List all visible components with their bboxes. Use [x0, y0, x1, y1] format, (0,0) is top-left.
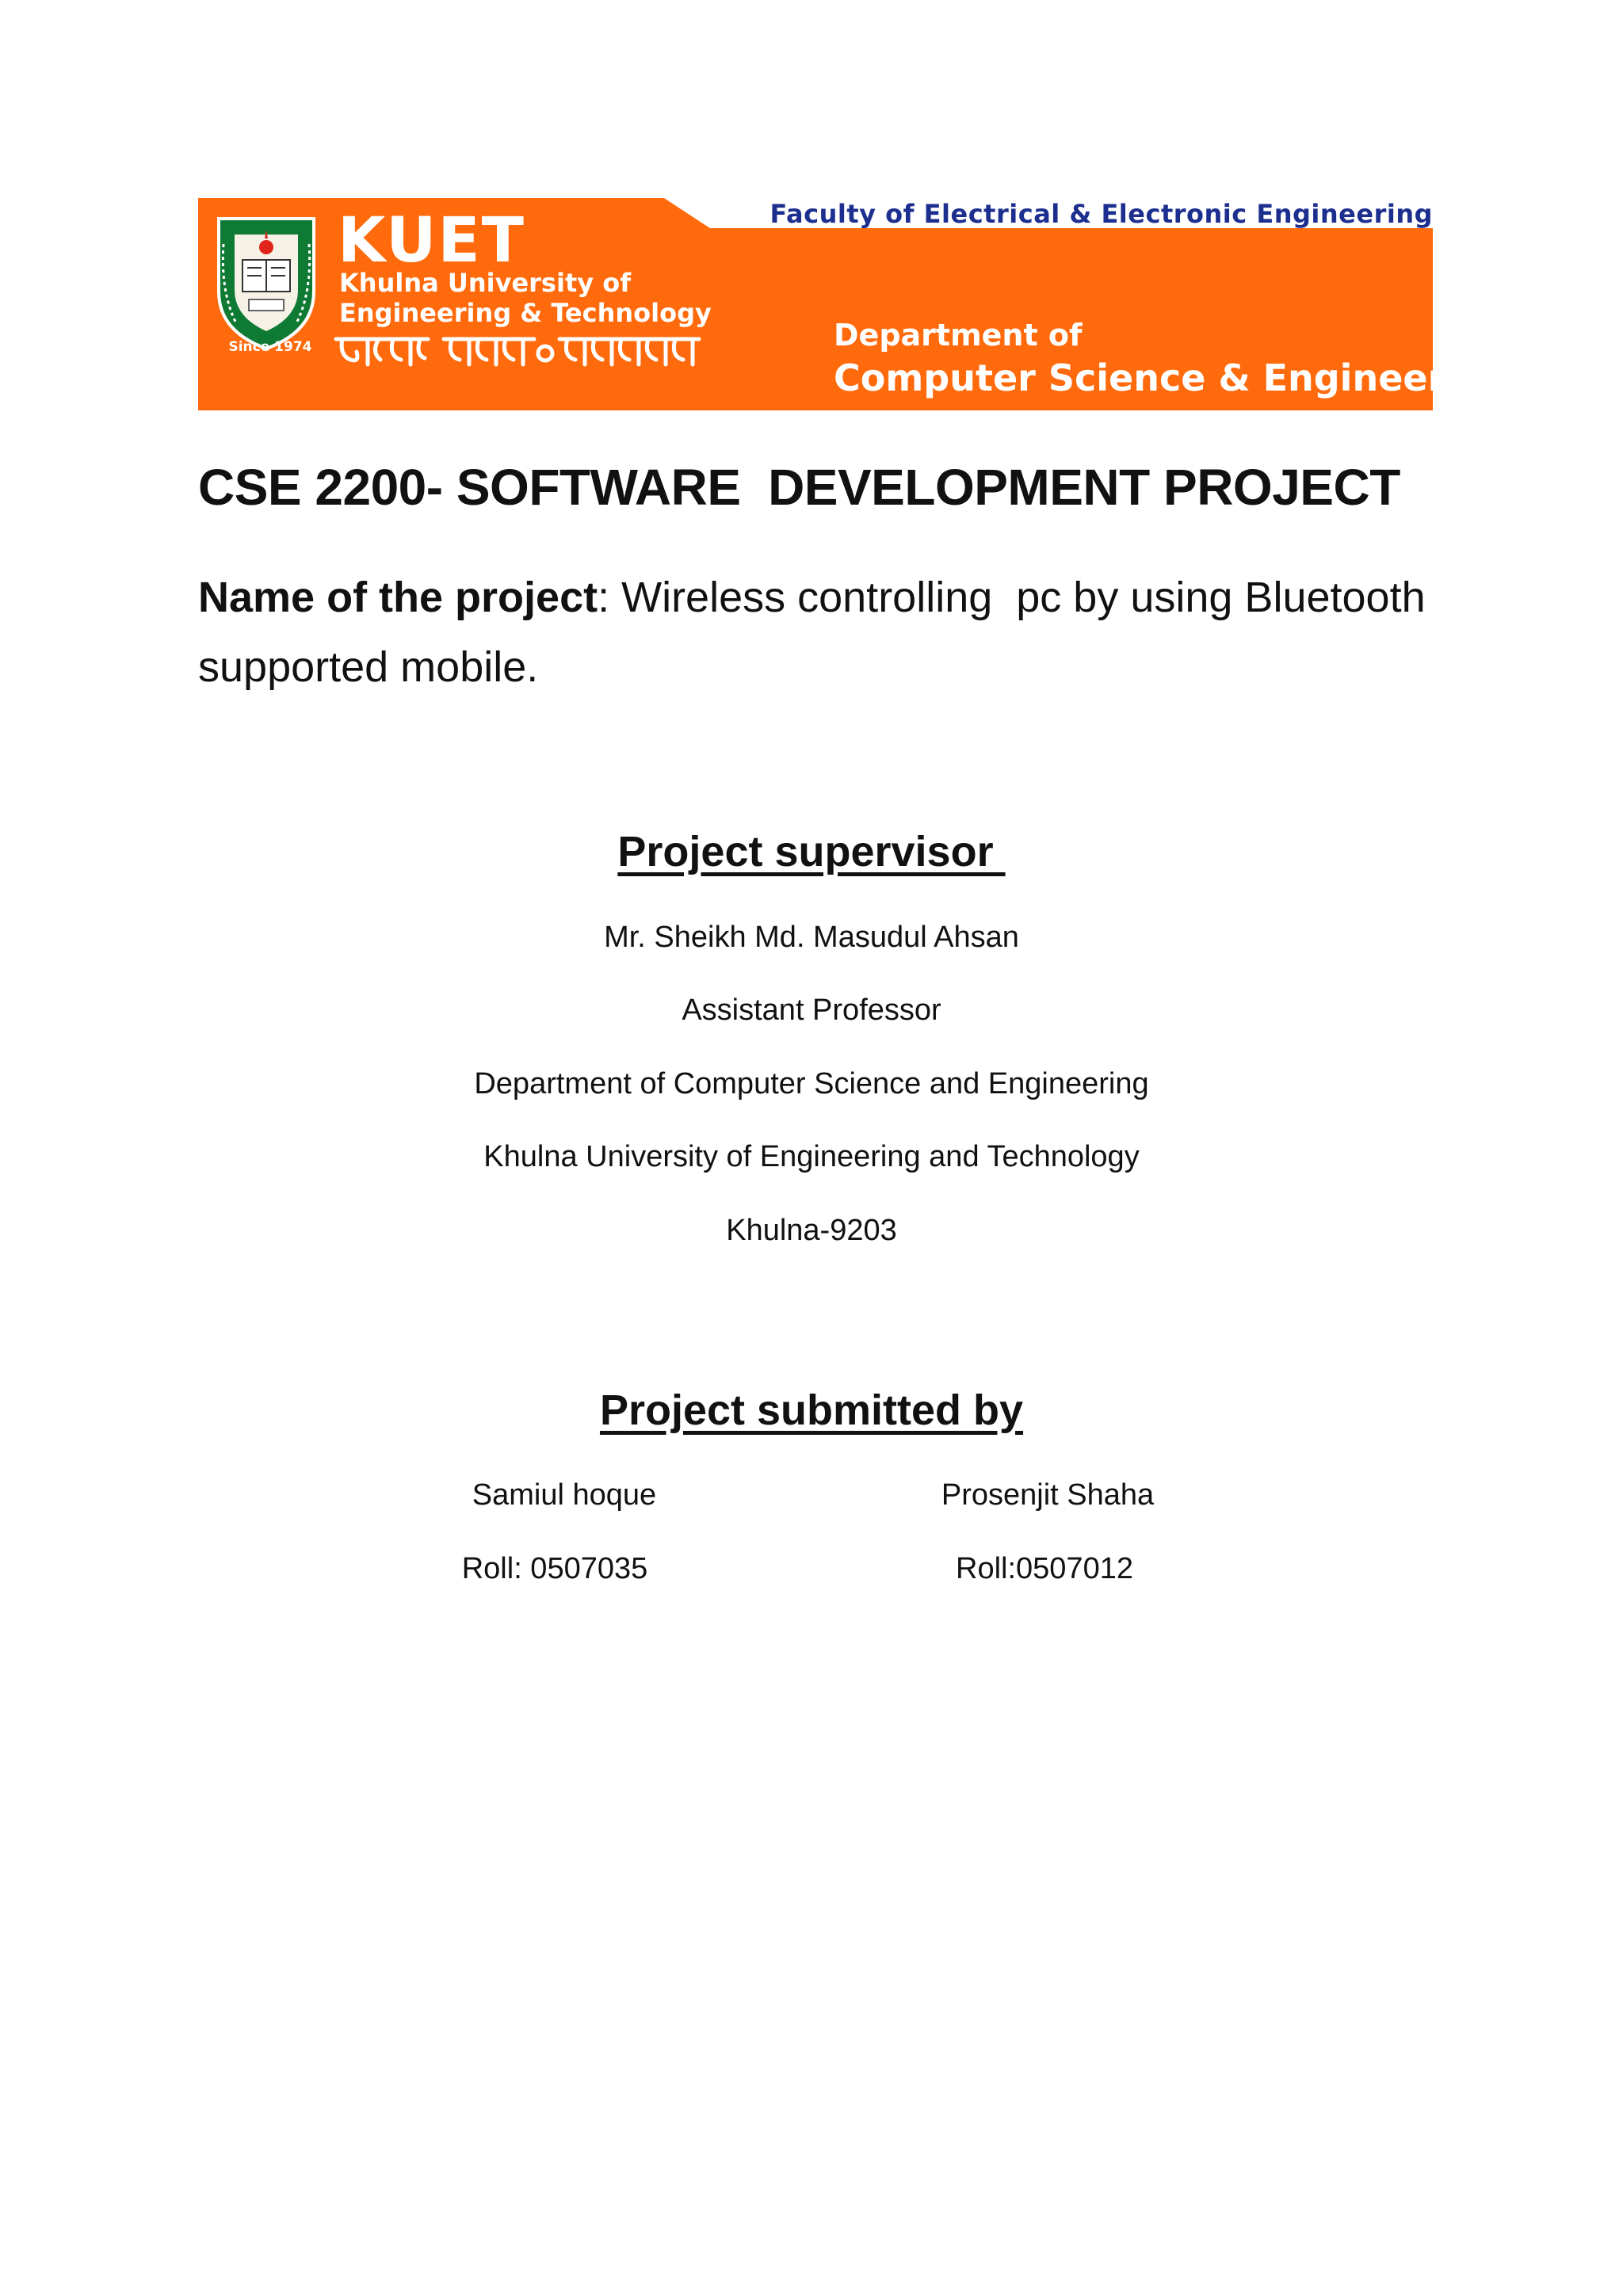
- university-banner: [198, 198, 1510, 410]
- kuet-crest-logo: [212, 212, 320, 353]
- project-name-separator: :: [598, 574, 622, 621]
- supervisor-heading: Project supervisor: [617, 828, 1006, 875]
- member-name: Prosenjit Shaha: [941, 1478, 1155, 1512]
- university-name-line1: Khulna University of: [339, 268, 632, 298]
- supervisor-name: Mr. Sheikh Md. Masudul Ahsan: [604, 921, 1019, 954]
- member-name: Samiul hoque: [472, 1478, 657, 1512]
- supervisor-department: Department of Computer Science and Engineering: [474, 1067, 1149, 1100]
- supervisor-institution: Khulna University of Engineering and Technology: [483, 1140, 1140, 1173]
- member-roll: Roll:0507012: [956, 1552, 1133, 1585]
- member-roll: Roll: 0507035: [461, 1552, 648, 1585]
- course-title: CSE 2200- SOFTWARE DEVELOPMENT PROJECT: [198, 459, 1400, 516]
- faculty-name: Faculty of Electrical & Electronic Engineering: [769, 199, 1433, 229]
- project-name-value: Wireless controlling pc by using Bluetooth supported mobile.: [198, 574, 1438, 691]
- since-year: Since 1974: [228, 339, 312, 355]
- submitted-by-heading-block: [0, 1383, 1623, 1438]
- project-name-paragraph: [198, 563, 1438, 702]
- university-bengali-name-wordmark: [333, 328, 702, 376]
- supervisor-location: Khulna-9203: [726, 1214, 897, 1247]
- department-line1: Department of: [834, 318, 1083, 353]
- department-line2: Computer Science & Engineering: [834, 357, 1510, 399]
- supervisor-heading-block: [0, 824, 1623, 879]
- university-abbreviation: KUET: [338, 205, 525, 277]
- project-name-label: Name of the project: [198, 574, 598, 621]
- submitted-by-heading: Project submitted by: [599, 1386, 1024, 1434]
- university-name-line2: Engineering & Technology: [339, 298, 712, 328]
- supervisor-designation: Assistant Professor: [682, 994, 941, 1027]
